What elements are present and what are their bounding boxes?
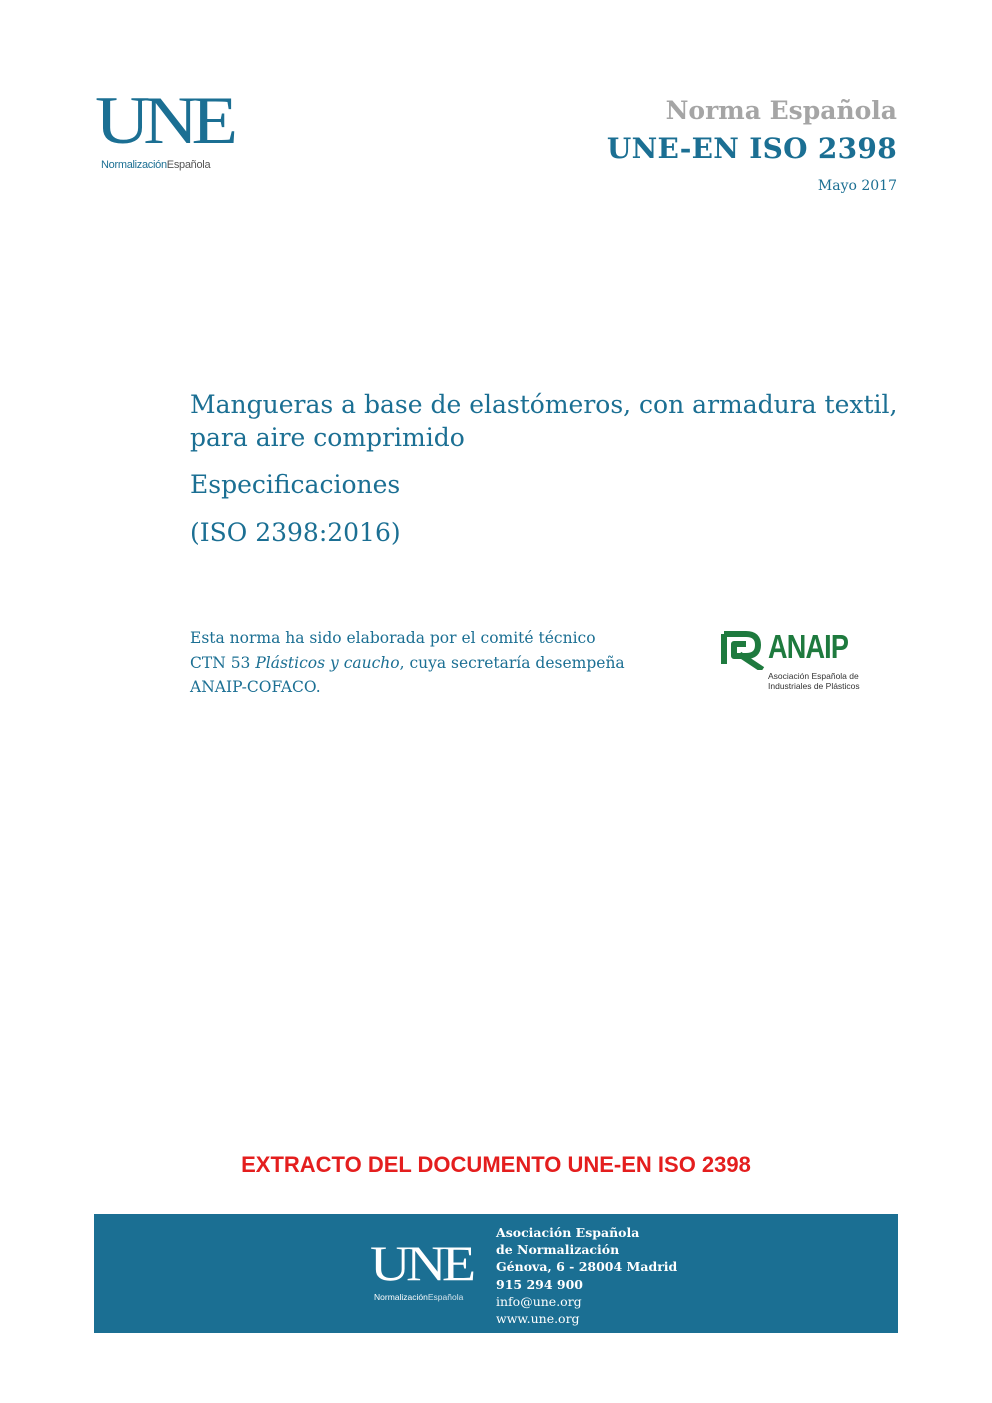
extract-notice: EXTRACTO DEL DOCUMENTO UNE-EN ISO 2398 [241,1152,751,1177]
footer-address-block [496,1224,677,1327]
anaip-subtitle [768,671,878,691]
une-logo-letters: UNE [95,82,232,158]
footer-org-line2: de Normalización [496,1242,620,1258]
committee-ctn-name: Plásticos y caucho [255,653,400,672]
document-subtitle: Especificaciones [190,470,401,499]
committee-statement [190,626,670,700]
anaip-symbol-icon [720,630,766,670]
footer-logo-tagline [374,1292,463,1302]
document-title: Mangueras a base de elastómeros, con armadura textil, para aire comprimido [190,390,898,452]
anaip-wordmark: ANAIP [768,628,849,665]
footer-phone: 915 294 900 [496,1276,583,1292]
anaip-logo [720,628,865,698]
anaip-subtitle-line2: Industriales de Plásticos [768,681,860,691]
footer-logo-tag2: Española [427,1292,464,1302]
une-logo-tagline-part2: Española [166,159,211,171]
footer-address: Génova, 6 - 28004 Madrid [496,1259,678,1275]
footer-org-line1: Asociación Española [496,1225,640,1240]
publication-date: Mayo 2017 [817,178,897,194]
norma-label: Norma Española [665,96,897,125]
footer-logo-letters: UNE [370,1235,472,1291]
une-logo-tagline-part1: Normalización [101,159,167,171]
standard-code: UNE-EN ISO 2398 [606,132,897,165]
footer-logo-tag1: Normalización [374,1292,428,1302]
footer-email-link[interactable]: info@une.org [496,1293,582,1309]
anaip-subtitle-line1: Asociación Española de [768,671,859,681]
committee-line1: Esta norma ha sido elaborada por el comité técnico [190,629,596,647]
committee-ctn: CTN 53 [190,653,256,672]
committee-line3: ANAIP-COFACO. [190,678,321,696]
committee-line2: , cuya secretaría desempeña [399,653,625,672]
footer-band [94,1214,898,1333]
une-logo [95,82,245,176]
une-logo-tagline [101,159,210,171]
footer-web-link[interactable]: www.une.org [496,1311,580,1327]
footer-une-logo [370,1235,480,1312]
iso-reference: (ISO 2398:2016) [190,518,401,547]
